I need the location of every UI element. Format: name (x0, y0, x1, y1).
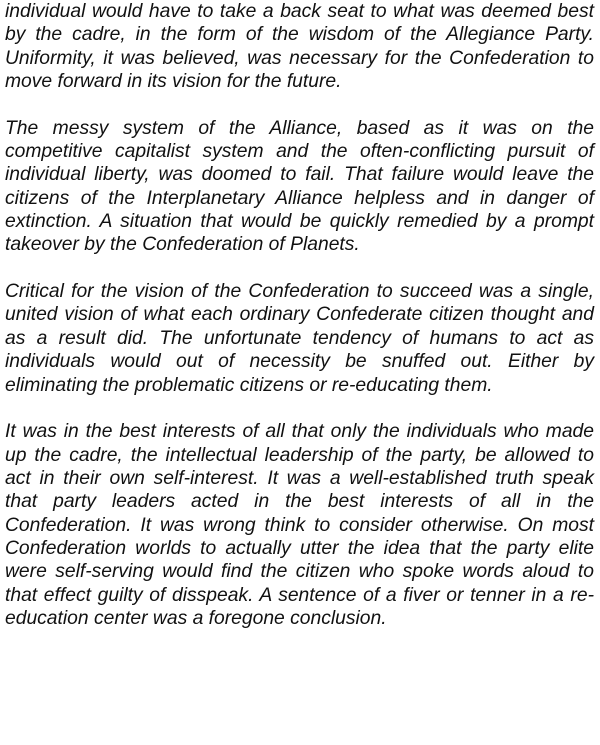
paragraph-2: The messy system of the Alliance, based as it was on the competitive capitalist system and the often-conflicting pursuit of individual liberty, was doomed to fail. That failure would leave the citizens of the Interplanetary Alliance helpless and in danger of extinction. A situation that would be quickly remedied by a prompt takeover by the Confederation of Planets. (5, 117, 594, 256)
paragraph-1: individual would have to take a back seat to what was deemed best by the cadre, in the form of the wisdom of the Allegiance Party. Uniformity, it was believed, was necessary for the Confederation to move forward in its vision for the future. (5, 1, 594, 93)
paragraph-3: Critical for the vision of the Confederation to succeed was a single, united vision of what each ordinary Confederate citizen thought and as a result did. The unfortunate tendency of humans to act as individuals would out of necessity be snuffed out. Either by eliminating the problematic citizens or re-educating them. (5, 281, 594, 396)
paragraph-4: It was in the best interests of all that only the individuals who made up the cadre, the intellectual leadership of the party, be allowed to act in their own self-interest. It was a well-established truth speak that party leaders acted in the best interests of all in the Confederation. It was wrong think to consider otherwise. On most Confederation worlds to actually utter the idea that the party elite were self-serving would find the citizen who spoke words aloud to that effect guilty of disspeak. A sentence of a fiver or tenner in a re-education center was a foregone conclusion. (5, 421, 594, 629)
